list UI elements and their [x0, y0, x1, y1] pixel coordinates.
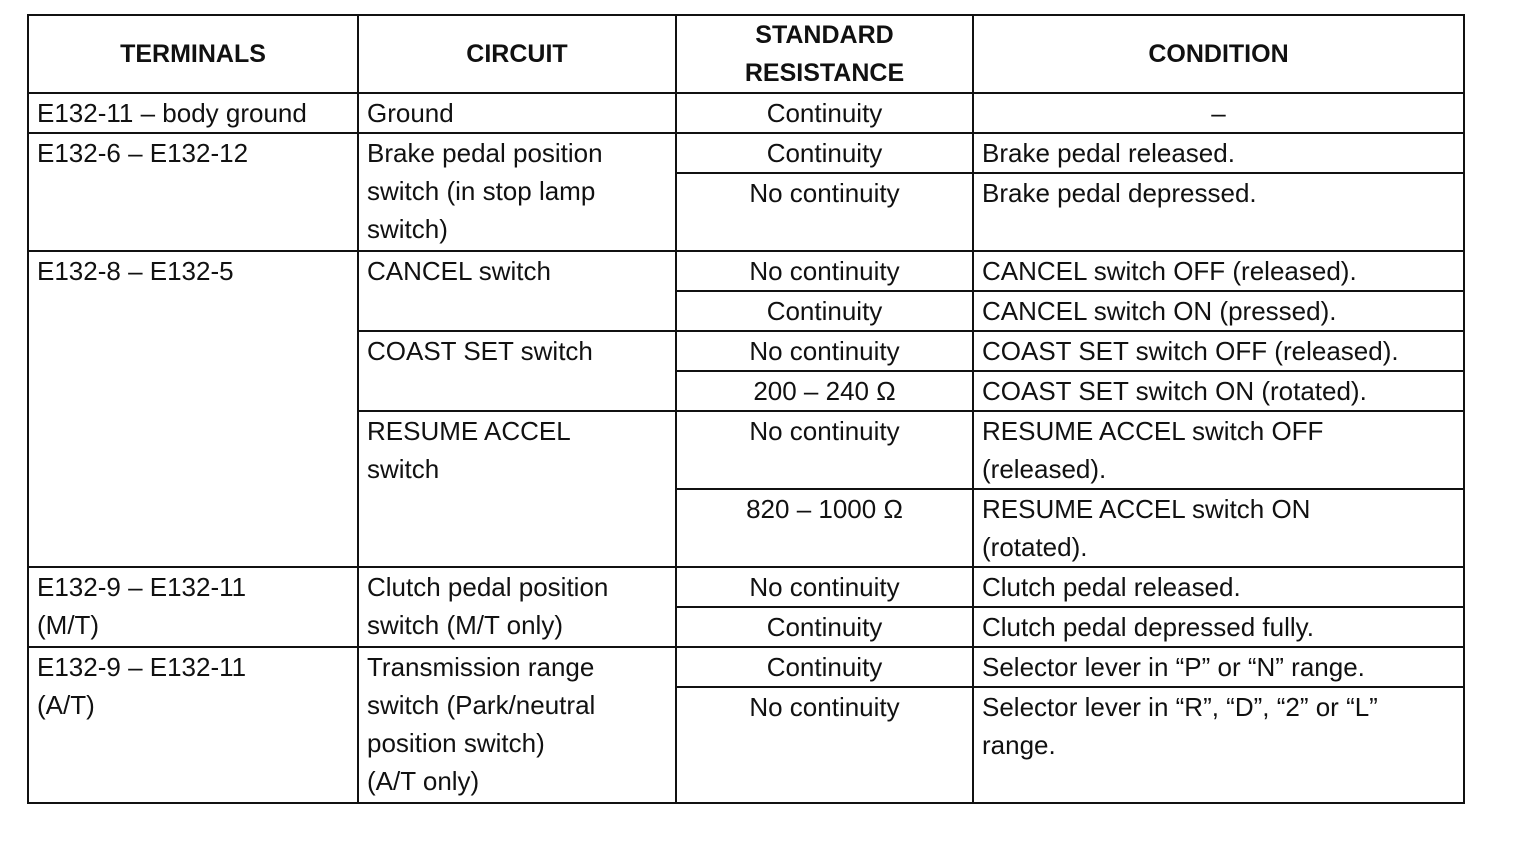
header-row	[28, 15, 1464, 93]
condition-cell: RESUME ACCEL switch ON (rotated).	[973, 489, 1464, 567]
condition-cell: COAST SET switch OFF (released).	[973, 331, 1464, 371]
circuit-cell: Transmission range switch (Park/neutral position switch) (A/T only)	[358, 647, 676, 803]
terminals-cell: E132-6 – E132-12	[28, 133, 358, 251]
terminals-cell: E132-9 – E132-11 (M/T)	[28, 567, 358, 647]
table-row	[28, 133, 1464, 173]
condition-cell: Clutch pedal released.	[973, 567, 1464, 607]
condition-cell: CANCEL switch ON (pressed).	[973, 291, 1464, 331]
terminals-cell: E132-9 – E132-11 (A/T)	[28, 647, 358, 803]
circuit-cell: Ground	[358, 93, 676, 133]
resistance-cell: No continuity	[676, 687, 973, 803]
circuit-cell: RESUME ACCEL switch	[358, 411, 676, 567]
resistance-cell: No continuity	[676, 567, 973, 607]
resistance-cell: 200 – 240 Ω	[676, 371, 973, 411]
header-standard-resistance: STANDARD RESISTANCE	[676, 15, 973, 93]
resistance-cell: No continuity	[676, 411, 973, 489]
header-condition: CONDITION	[973, 15, 1464, 93]
condition-cell: Selector lever in “P” or “N” range.	[973, 647, 1464, 687]
circuit-cell: COAST SET switch	[358, 331, 676, 411]
terminals-cell: E132-11 – body ground	[28, 93, 358, 133]
condition-cell: Selector lever in “R”, “D”, “2” or “L” range.	[973, 687, 1464, 803]
terminals-cell: E132-8 – E132-5	[28, 251, 358, 567]
resistance-cell: No continuity	[676, 251, 973, 291]
circuit-cell: Brake pedal position switch (in stop lamp switch)	[358, 133, 676, 251]
condition-cell: Brake pedal depressed.	[973, 173, 1464, 251]
resistance-cell: No continuity	[676, 173, 973, 251]
condition-cell: Clutch pedal depressed fully.	[973, 607, 1464, 647]
table-row	[28, 93, 1464, 133]
circuit-cell: CANCEL switch	[358, 251, 676, 331]
resistance-cell: Continuity	[676, 607, 973, 647]
condition-cell: COAST SET switch ON (rotated).	[973, 371, 1464, 411]
condition-cell: Brake pedal released.	[973, 133, 1464, 173]
resistance-cell: Continuity	[676, 93, 973, 133]
condition-cell: RESUME ACCEL switch OFF (released).	[973, 411, 1464, 489]
resistance-cell: Continuity	[676, 647, 973, 687]
table-row	[28, 647, 1464, 687]
header-terminals: TERMINALS	[28, 15, 358, 93]
resistance-cell: No continuity	[676, 331, 973, 371]
resistance-cell: 820 – 1000 Ω	[676, 489, 973, 567]
resistance-cell: Continuity	[676, 291, 973, 331]
condition-cell: –	[973, 93, 1464, 133]
resistance-spec-table	[27, 14, 1465, 804]
table-row	[28, 251, 1464, 291]
resistance-cell: Continuity	[676, 133, 973, 173]
condition-cell: CANCEL switch OFF (released).	[973, 251, 1464, 291]
circuit-cell: Clutch pedal position switch (M/T only)	[358, 567, 676, 647]
header-circuit: CIRCUIT	[358, 15, 676, 93]
table-row	[28, 567, 1464, 607]
